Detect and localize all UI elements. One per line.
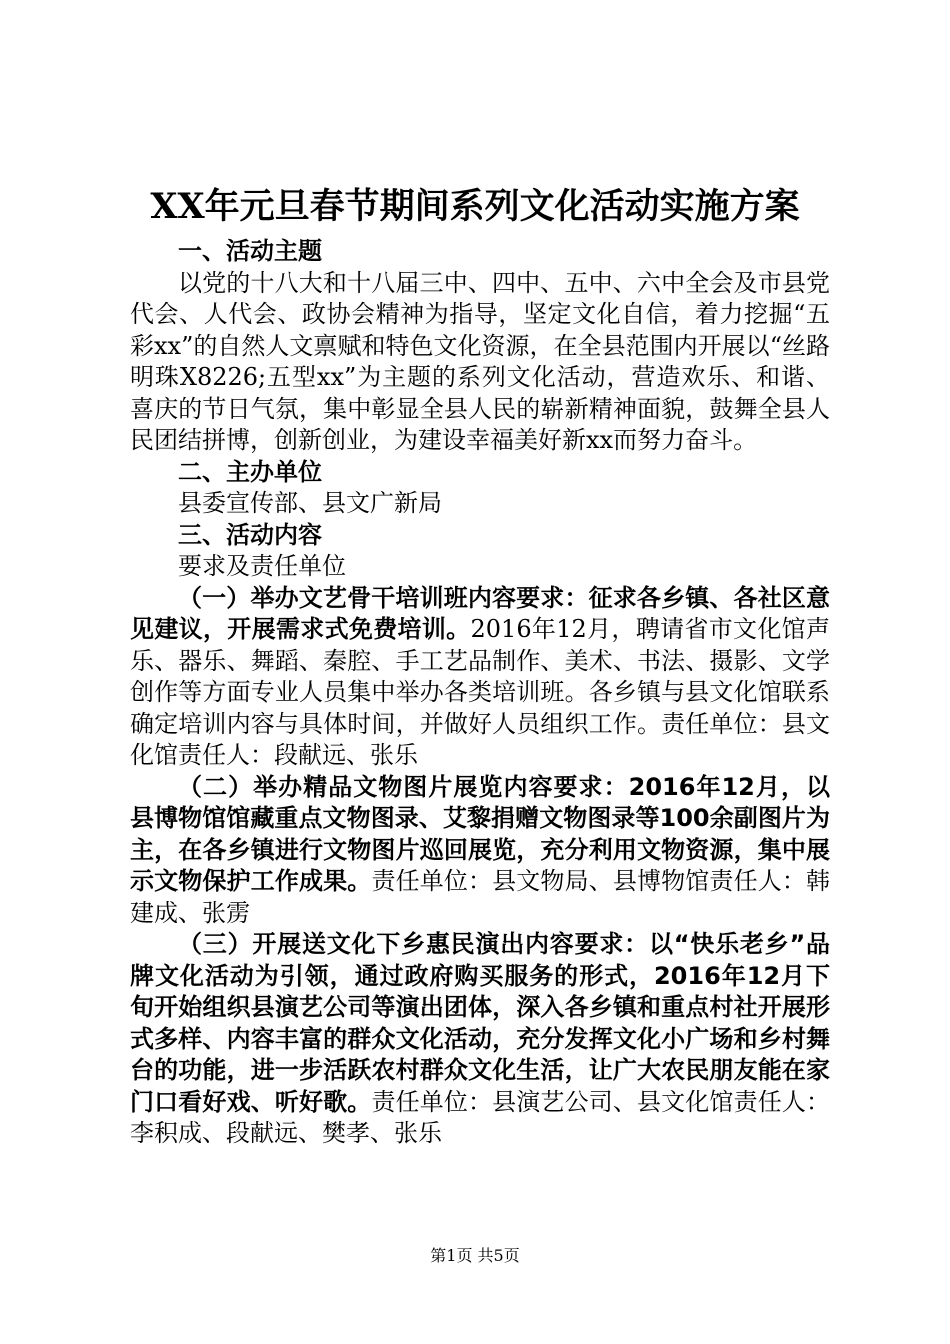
document-title: XX年元旦春节期间系列文化活动实施方案 [150, 186, 800, 227]
content-subheading: 要求及责任单位 [178, 552, 346, 580]
section-heading-theme: 一、活动主题 [178, 237, 322, 265]
activity-item-detail: 责任单位：县演艺公司、县文化馆责任人：李积成、段献远、樊孝、张乐 [130, 1087, 831, 1147]
activity-item-exhibition [130, 772, 830, 930]
section-heading-content: 三、活动内容 [178, 520, 322, 549]
activity-item-lead: （三）开展送文化下乡惠民演出内容要求：以“快乐老乡”品牌文化活动为引领，通过政府购买服务的形式，2016年12月下旬开始组织县演艺公司等演出团体，深入各乡镇和重点村社开展形式多样、内容丰富的群众文化活动，充分发挥文化小广场和乡村舞台的功能，进一步活跃农村群众文化生活，让广大农民朋友能在家门口看好戏、听好歌。 [130, 930, 830, 1116]
activity-item-training [130, 583, 830, 772]
activity-item-detail: 2016年12月，聘请省市文化馆声乐、器乐、舞蹈、秦腔、手工艺品制作、美术、书法、摄影、文学创作等方面专业人员集中举办各类培训班。各乡镇与县文化馆联系确定培训内容与具体时间，并做好人员组织工作。责任单位：县文化馆责任人：段献远、张乐 [130, 615, 830, 769]
theme-paragraph: 以党的十八大和十八届三中、四中、五中、六中全会及市县党代会、人代会、政协会精神为指导，坚定文化自信，着力挖掘“五彩xx”的自然人文禀赋和特色文化资源，在全县范围内开展以“丝路明珠X8226;五型xx”为主题的系列文化活动，营造欢乐、和谐、喜庆的节日气氛，集中彰显全县人民的崭新精神面貌，鼓舞全县人民团结拼博，创新创业，为建设幸福美好新xx而努力奋斗。 [130, 268, 830, 454]
document-body [130, 236, 830, 1150]
activity-item-performance [130, 929, 830, 1150]
section-heading-organizer: 二、主办单位 [178, 457, 322, 486]
activity-item-detail: 责任单位：县文物局、县博物馆责任人：韩建成、张雳 [130, 867, 831, 927]
organizer-text: 县委宣传部、县文广新局 [178, 489, 442, 517]
activity-item-lead: （二）举办精品文物图片展览内容要求：2016年12月，以县博物馆馆藏重点文物图录、艾黎捐赠文物图录等100余副图片为主，在各乡镇进行文物图片巡回展览，充分利用文物资源，集中展示文物保护工作成果。 [130, 772, 830, 895]
page-number-footer: 第1页 共5页 [430, 1246, 520, 1265]
activity-item-lead: （一）举办文艺骨干培训班内容要求：征求各乡镇、各社区意见建议，开展需求式免费培训。 [130, 583, 830, 643]
